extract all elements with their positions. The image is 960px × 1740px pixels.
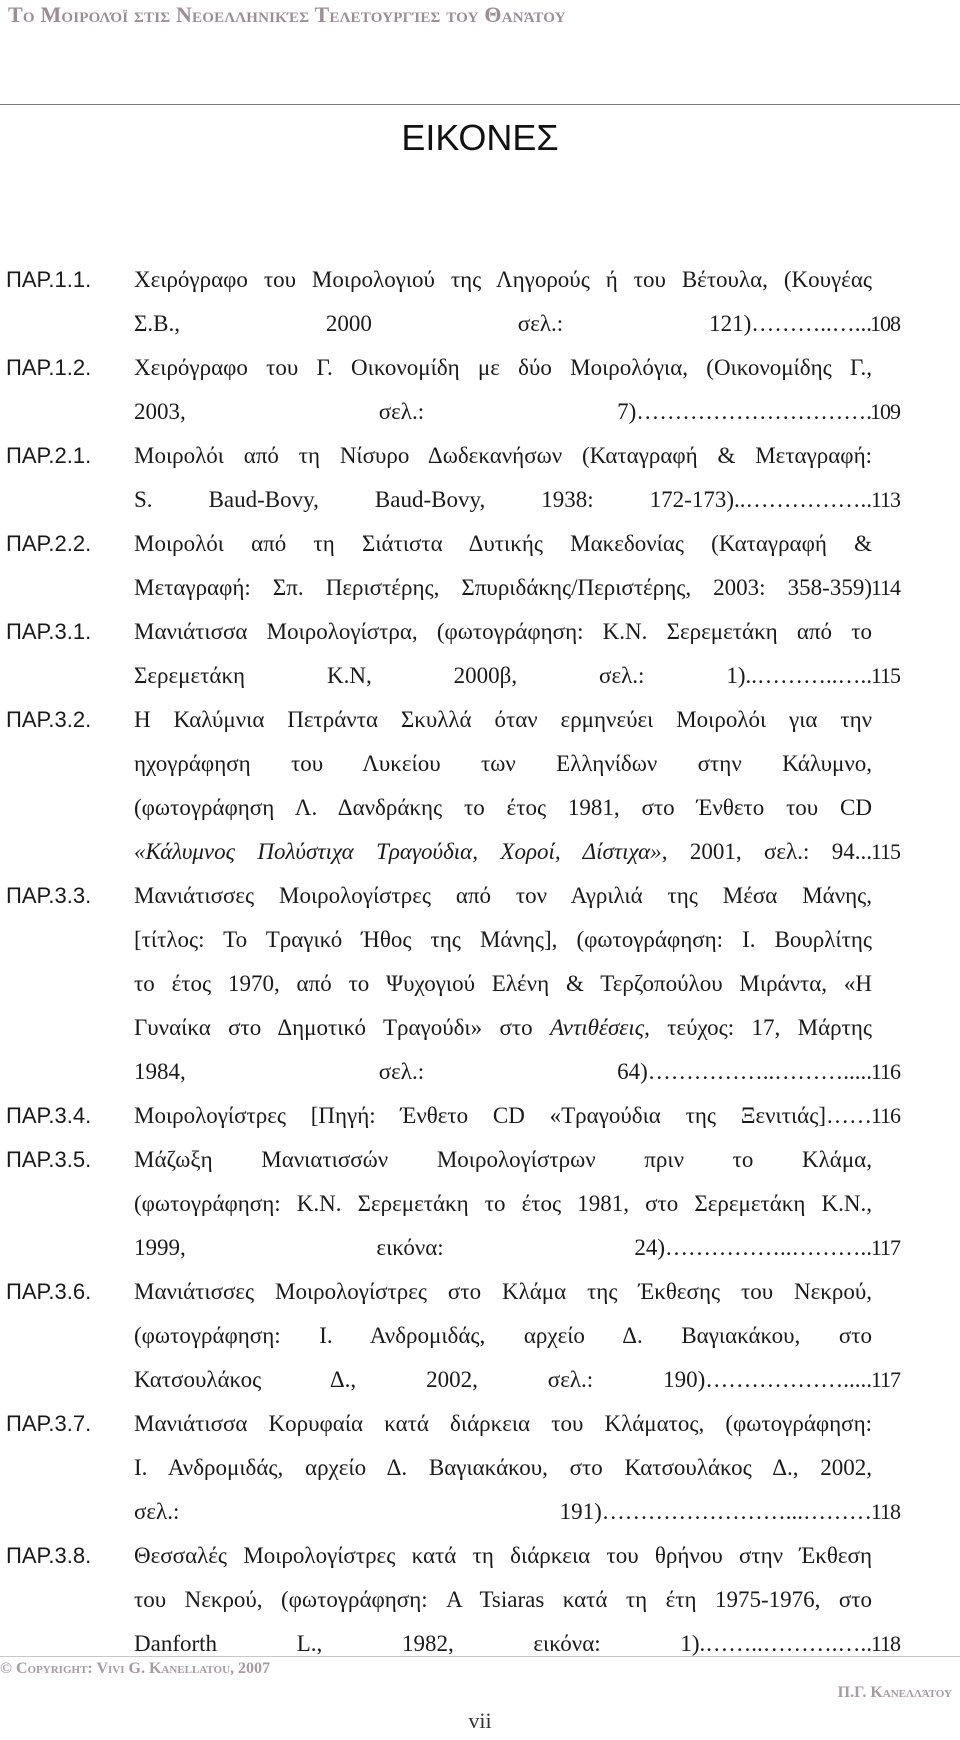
list-item	[0, 874, 960, 1094]
page-title: ΕΙΚΟΝΕΣ	[401, 117, 559, 158]
entry-text	[134, 434, 872, 522]
entry-line: (φωτογράφηση: Κ.Ν. Σερεμετάκη το έτος 1981, στο Σερεμετάκη Κ.Ν.,	[134, 1191, 872, 1216]
entry-text	[134, 346, 872, 434]
entry-label: ΠΑΡ.3.5.	[6, 1147, 92, 1172]
entry-line: 1999, εικόνα: 24)……………..………..	[134, 1235, 872, 1260]
page-number: 116	[870, 1103, 900, 1128]
entry-line: Danforth L., 1982, εικόνα: 1).……..……….…..	[134, 1631, 872, 1656]
entry-line: Μοιρολόι από τη Νίσυρο Δωδεκανήσων (Καταγραφή & Μεταγραφή:	[134, 443, 872, 468]
figure-list	[0, 258, 960, 1666]
entry-line: Ι. Ανδρομιδάς, αρχείο Δ. Βαγιακάκου, στο Κατσουλάκος Δ., 2002,	[134, 1455, 872, 1480]
entry-line: Μανιάτισσα Μοιρολογίστρα, (φωτογράφηση: Κ.Ν. Σερεμετάκη από το	[134, 619, 872, 644]
entry-line: Μοιρολογίστρες [Πηγή: Ένθετο CD «Τραγούδια της Ξενιτιάς]……	[134, 1103, 872, 1128]
entry-text	[134, 1534, 872, 1666]
list-item	[0, 346, 960, 434]
entry-line-part: , τεύχος: 17, Μάρτης	[644, 1015, 872, 1040]
entry-line: Χειρόγραφο του Γ. Οικονομίδη με δύο Μοιρολόγια, (Οικονομίδης Γ.,	[134, 355, 872, 380]
entry-line: ηχογράφηση του Λυκείου των Ελληνίδων στην Κάλυμνο,	[134, 751, 872, 776]
entry-line: Μανιάτισσες Μοιρολογίστρες από τον Αγριλιά της Μέσα Μάνης,	[134, 883, 872, 908]
entry-line: [τίτλος: Το Τραγικό Ήθος της Μάνης], (φωτογράφηση: Ι. Βουρλίτης	[134, 927, 872, 952]
entry-label: ΠΑΡ.3.6.	[6, 1279, 92, 1304]
entry-line	[134, 1006, 872, 1050]
entry-line: 2003, σελ.: 7)………………………….	[134, 399, 872, 424]
page-number: 115	[870, 663, 900, 688]
entry-label: ΠΑΡ.1.1.	[6, 267, 92, 292]
entry-text	[134, 1094, 872, 1138]
entry-text	[134, 258, 872, 346]
page-number: 114	[870, 575, 900, 600]
list-item	[0, 1402, 960, 1534]
entry-line: Μάζωξη Μανιατισσών Μοιρολογίστρων πριν το Κλάμα,	[134, 1147, 872, 1172]
list-item	[0, 522, 960, 610]
entry-label: ΠΑΡ.3.4.	[6, 1103, 92, 1128]
entry-label: ΠΑΡ.3.8.	[6, 1543, 92, 1568]
entry-text	[134, 698, 872, 874]
page-folio: vii	[468, 1708, 492, 1733]
page-number: 117	[870, 1235, 900, 1260]
journal-title: Αντιθέσεις	[549, 1015, 645, 1040]
page-number: 117	[870, 1367, 900, 1392]
entry-line: Η Καλύμνια Πετράντα Σκυλλά όταν ερμηνεύει Μοιρολόι για την	[134, 707, 872, 732]
page-number: 109	[870, 399, 900, 424]
footer-rule	[0, 1656, 960, 1657]
entry-line: Σερεμετάκη Κ.Ν, 2000β, σελ.: 1)..………..…..	[134, 663, 872, 688]
list-item	[0, 1270, 960, 1402]
copyright-notice: © Copyright: Vivi G. Kanellatou, 2007	[0, 1660, 271, 1677]
entry-label: ΠΑΡ.3.7.	[6, 1411, 92, 1436]
list-item	[0, 1138, 960, 1270]
entry-line: Μοιρολόι από τη Σιάτιστα Δυτικής Μακεδονίας (Καταγραφή &	[134, 531, 872, 556]
entry-text	[134, 874, 872, 1094]
entry-line: το έτος 1970, από το Ψυχογιού Ελένη & Τερζοπούλου Μιράντα, «Η	[134, 971, 872, 996]
entry-label: ΠΑΡ.2.2.	[6, 531, 92, 556]
list-item	[0, 1094, 960, 1138]
header-rule	[0, 104, 960, 105]
list-item	[0, 434, 960, 522]
entry-label: ΠΑΡ.3.1.	[6, 619, 92, 644]
entry-text	[134, 1402, 872, 1534]
page-number: 113	[870, 487, 900, 512]
entry-line-part: Γυναίκα στο Δημοτικό Τραγούδι» στο	[134, 1015, 550, 1040]
author-initials: Π.Γ. Κανελλάτου	[837, 1684, 952, 1701]
entry-line: του Νεκρού, (φωτογράφηση: A Tsiaras κατά τη έτη 1975-1976, στο	[134, 1587, 872, 1612]
list-item	[0, 610, 960, 698]
entry-label: ΠΑΡ.3.3.	[6, 883, 92, 908]
page-number: 108	[870, 311, 900, 336]
entry-line: Μανιάτισσες Μοιρολογίστρες στο Κλάμα της Έκθεσης του Νεκρού,	[134, 1279, 872, 1304]
entry-line: Μανιάτισσα Κορυφαία κατά διάρκεια του Κλάματος, (φωτογράφηση:	[134, 1411, 872, 1436]
entry-line: (φωτογράφηση: Ι. Ανδρομιδάς, αρχείο Δ. Βαγιακάκου, στο	[134, 1323, 872, 1348]
list-item	[0, 258, 960, 346]
running-header: Το Μοιρολόϊ στις Νεοελληνικές Τελετουργίες του Θανάτου	[8, 2, 566, 27]
entry-text	[134, 610, 872, 698]
list-item	[0, 698, 960, 874]
entry-line: Χειρόγραφο του Μοιρολογιού της Ληγορούς ή του Βέτουλα, (Κουγέας	[134, 267, 872, 292]
entry-line: σελ.: 191)……………………...………	[134, 1499, 872, 1524]
page-number: 115	[870, 839, 900, 864]
entry-label: ΠΑΡ.3.2.	[6, 707, 92, 732]
page-number: 118	[870, 1631, 900, 1656]
entry-line: 1984, σελ.: 64)……………..……….....	[134, 1059, 872, 1084]
entry-line: Θεσσαλές Μοιρολογίστρες κατά τη διάρκεια του θρήνου στην Έκθεση	[134, 1543, 872, 1568]
entry-text	[134, 1270, 872, 1402]
entry-label: ΠΑΡ.1.2.	[6, 355, 92, 380]
entry-label: ΠΑΡ.2.1.	[6, 443, 92, 468]
entry-line: (φωτογράφηση Λ. Δανδράκης το έτος 1981, στο Ένθετο του CD	[134, 795, 872, 820]
list-item	[0, 1534, 960, 1666]
page-number: 118	[870, 1499, 900, 1524]
entry-line	[134, 830, 872, 874]
entry-line: S. Baud-Bovy, Baud-Bovy, 1938: 172-173)..……………..	[134, 487, 872, 512]
entry-line-tail: , 2001, σελ.: 94...	[661, 839, 872, 864]
entry-text	[134, 522, 872, 610]
entry-line: Μεταγραφή: Σπ. Περιστέρης, Σπυριδάκης/Περιστέρης, 2003: 358-359)	[134, 575, 872, 600]
album-title: «Κάλυμνος Πολύστιχα Τραγούδια, Χοροί, Δίστιχα»	[134, 839, 662, 864]
entry-line: Κατσουλάκος Δ., 2002, σελ.: 190)……………….....	[134, 1367, 872, 1392]
page-number: 116	[870, 1059, 900, 1084]
entry-text	[134, 1138, 872, 1270]
entry-line: Σ.Β., 2000 σελ.: 121)………..…...	[134, 311, 872, 336]
